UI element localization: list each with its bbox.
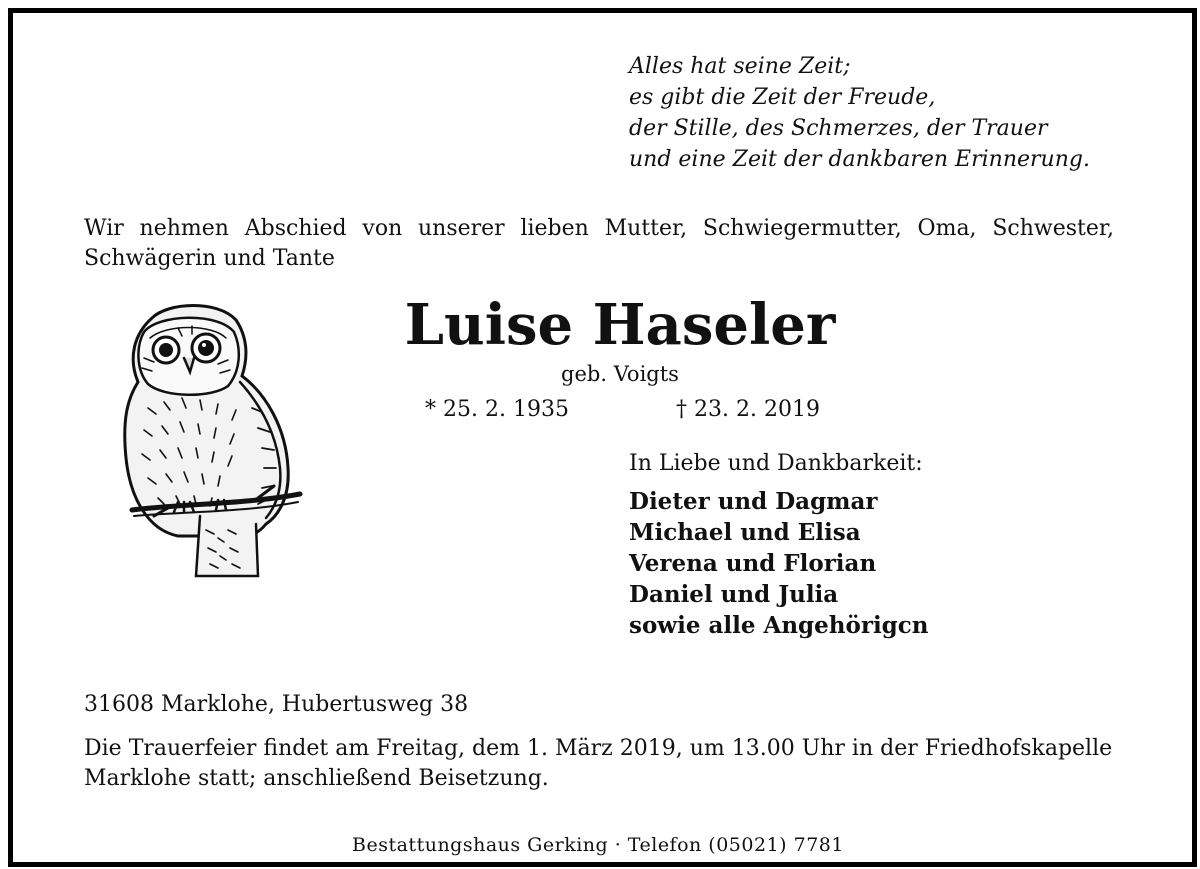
intro-word: Mutter, — [604, 216, 688, 241]
intro-word: Schwiegermutter, — [702, 216, 902, 241]
birth-date: * 25. 2. 1935 — [425, 397, 569, 422]
ceremony-line: Die Trauerfeier findet am Freitag, dem 1. März 2019, um 13.00 Uhr in der Friedhofskapelle — [84, 736, 1113, 761]
intro-word: Abschied — [244, 216, 347, 241]
birth-name: geb. Voigts — [561, 362, 679, 386]
ceremony-info — [84, 734, 1124, 794]
mourners-list — [629, 486, 929, 641]
intro-line-2: Schwägerin und Tante — [84, 246, 335, 271]
funeral-home-footer: Bestattungshaus Gerking · Telefon (05021) 7781 — [343, 833, 853, 857]
intro-word: Schwester, — [992, 216, 1114, 241]
owl-icon — [108, 298, 304, 580]
intro-word: von — [362, 216, 403, 241]
intro-word: unserer — [418, 216, 505, 241]
intro-word: nehmen — [139, 216, 229, 241]
mourner-item: Dieter und Dagmar — [629, 488, 878, 515]
poem-line: Alles hat seine Zeit; — [629, 54, 851, 79]
poem-line: und eine Zeit der dankbaren Erinnerung. — [629, 147, 1090, 172]
poem-line: der Stille, des Schmerzes, der Trauer — [629, 116, 1048, 141]
mourner-item: Daniel und Julia — [629, 581, 839, 608]
intro-line-1 — [84, 214, 1114, 244]
intro-word: lieben — [520, 216, 589, 241]
ceremony-line: Marklohe statt; anschließend Beisetzung. — [84, 766, 549, 791]
poem — [629, 51, 1090, 175]
mourner-item: Verena und Florian — [629, 550, 877, 577]
intro-word: Wir — [84, 216, 124, 241]
thanks-label: In Liebe und Dankbarkeit: — [629, 451, 923, 476]
mourner-item: Michael und Elisa — [629, 519, 861, 546]
farewell-intro — [84, 214, 1114, 274]
intro-word: Oma, — [917, 216, 977, 241]
deceased-name: Luise Haseler — [404, 292, 836, 358]
address: 31608 Marklohe, Hubertusweg 38 — [84, 692, 469, 717]
poem-line: es gibt die Zeit der Freude, — [629, 85, 936, 110]
death-date: † 23. 2. 2019 — [676, 397, 820, 422]
mourner-item: sowie alle Angehörigcn — [629, 612, 929, 639]
